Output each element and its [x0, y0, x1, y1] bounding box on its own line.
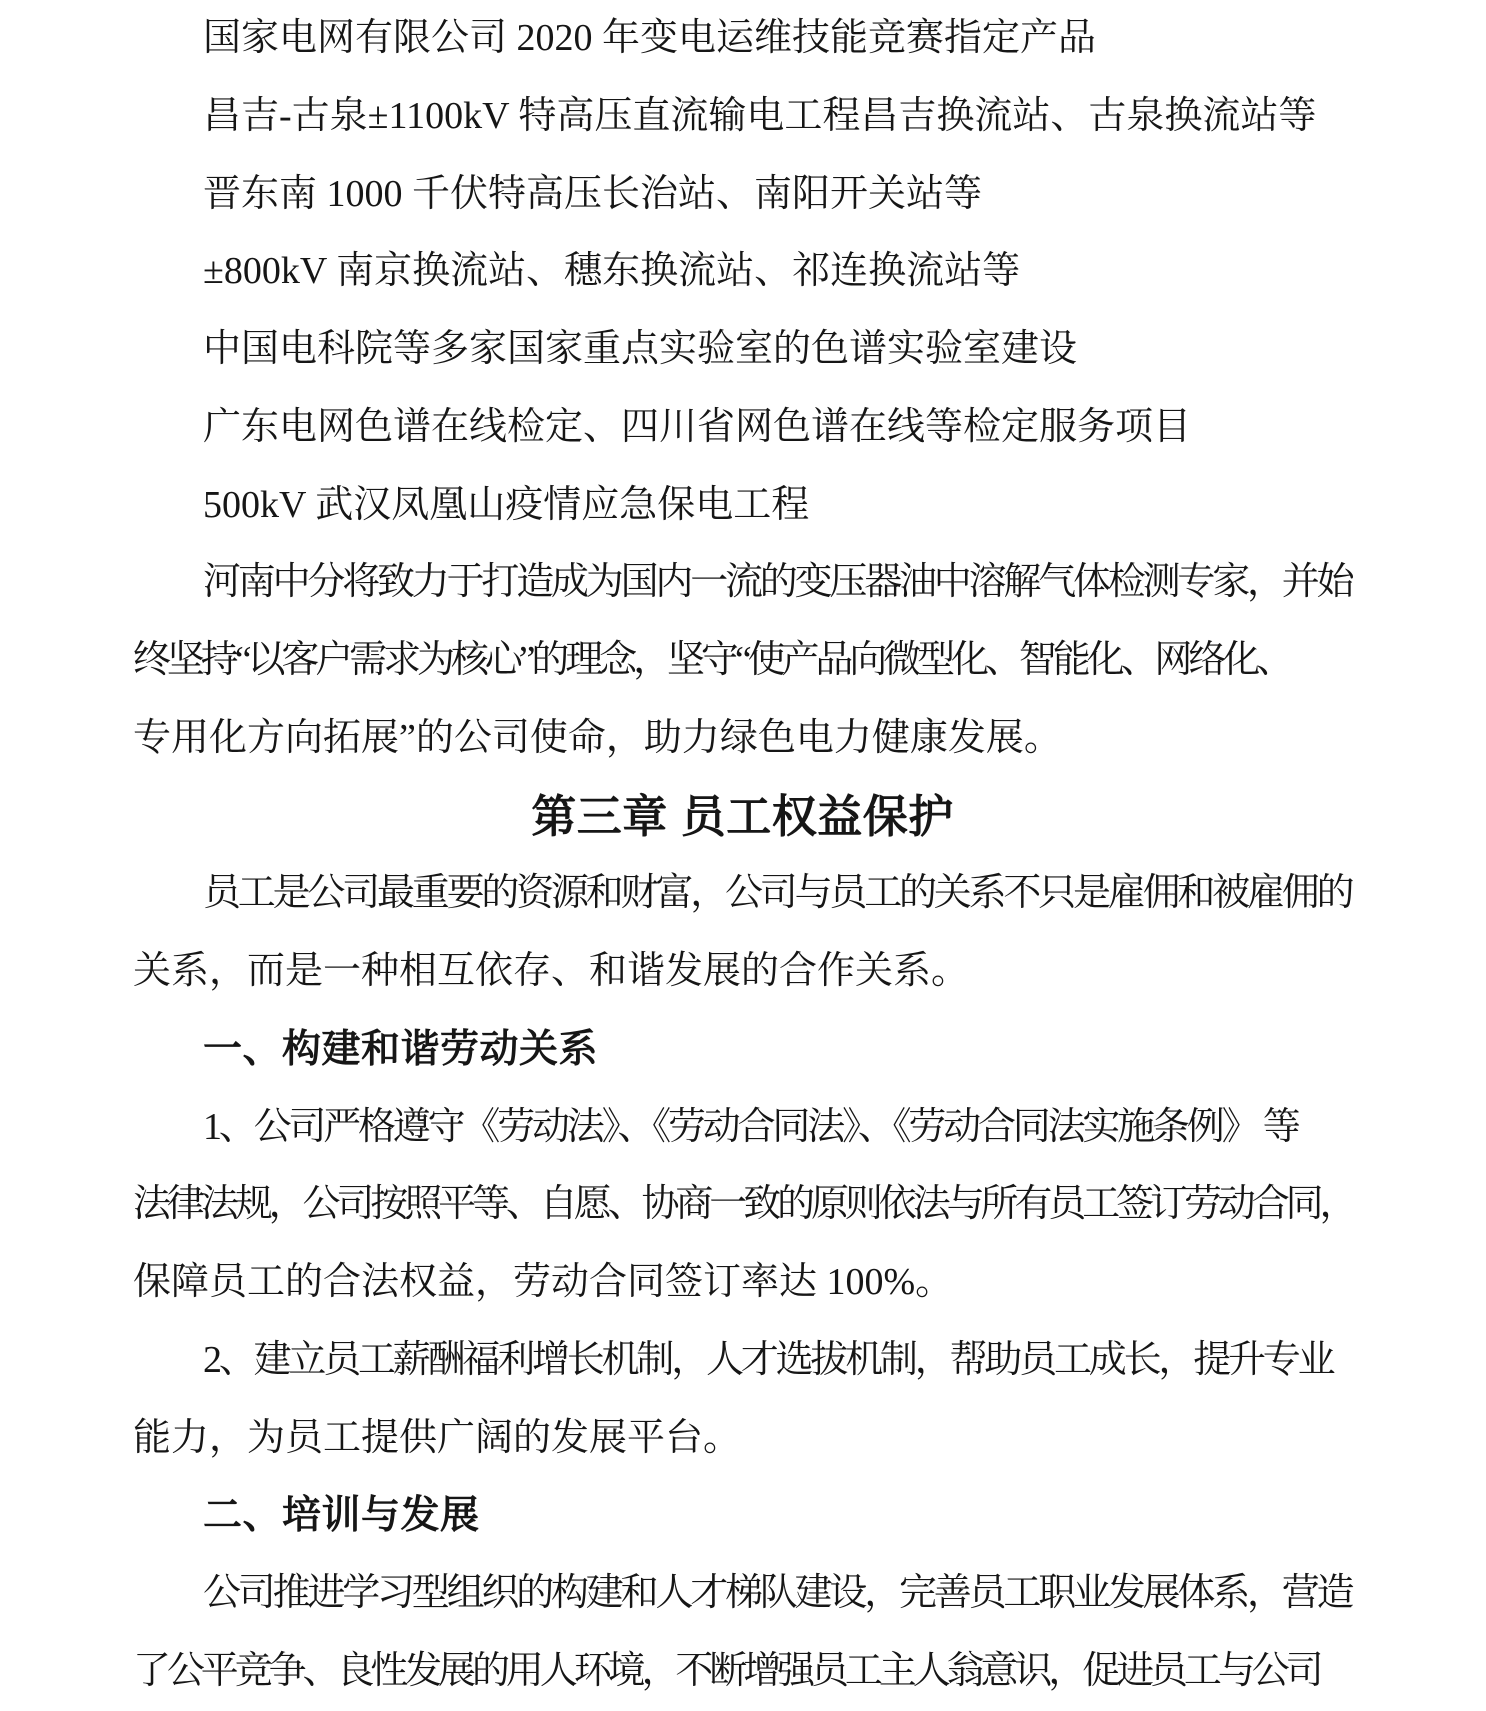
chapter-intro-line: 关系，而是一种相互依存、和谐发展的合作关系。 — [133, 950, 970, 992]
section-heading-labor-relations: 一、构建和谐劳动关系 — [203, 1027, 599, 1071]
intro-list-line: ±800kV 南京换流站、穗东换流站、祁连换流站等 — [203, 250, 1021, 293]
section1-paragraph1-line: 保障员工的合法权益，劳动合同签订率达 100%。 — [133, 1261, 954, 1303]
section-heading-training-development: 二、培训与发展 — [203, 1494, 480, 1538]
mission-paragraph-line: 河南中分将致力于打造成为国内一流的变压器油中溶解气体检测专家，并始 — [203, 561, 1352, 604]
section1-paragraph1-line: 1、公司严格遵守《劳动法》、《劳动合同法》、《劳动合同法实施条例》 等 — [203, 1105, 1298, 1148]
mission-paragraph-line: 专用化方向拓展”的公司使命，助力绿色电力健康发展。 — [133, 716, 1062, 759]
intro-list-line: 中国电科院等多家国家重点实验室的色谱实验室建设 — [203, 328, 1078, 370]
chapter-heading: 第三章 员工权益保护 — [531, 790, 954, 842]
section1-paragraph1-line: 法律法规，公司按照平等、自愿、协商一致的原则依法与所有员工签订劳动合同， — [133, 1183, 1354, 1226]
mission-paragraph-line: 终坚持“以客户需求为核心”的理念，坚守“使产品向微型化、智能化、网络化、 — [133, 639, 1291, 681]
intro-list-line: 昌吉-古泉±1100kV 特高压直流输电工程昌吉换流站、古泉换流站等 — [203, 94, 1317, 137]
section1-paragraph2-line: 2、建立员工薪酬福利增长机制，人才选拔机制，帮助员工成长，提升专业 — [203, 1338, 1333, 1381]
chapter-intro-line: 员工是公司最重要的资源和财富，公司与员工的关系不只是雇佣和被雇佣的 — [203, 872, 1352, 915]
intro-list-line: 500kV 武汉凤凰山疫情应急保电工程 — [203, 483, 810, 526]
intro-list-line: 国家电网有限公司 2020 年变电运维技能竞赛指定产品 — [203, 17, 1097, 59]
section2-paragraph-line: 了公平竞争、良性发展的用人环境，不断增强员工主人翁意识，促进员工与公司 — [133, 1649, 1320, 1692]
intro-list-line: 晋东南 1000 千伏特高压长治站、南阳开关站等 — [203, 172, 983, 215]
section2-paragraph-line: 公司推进学习型组织的构建和人才梯队建设，完善员工职业发展体系，营造 — [203, 1572, 1352, 1614]
section1-paragraph2-line: 能力，为员工提供广阔的发展平台。 — [133, 1416, 742, 1459]
intro-list-line: 广东电网色谱在线检定、四川省网色谱在线等检定服务项目 — [203, 405, 1192, 448]
